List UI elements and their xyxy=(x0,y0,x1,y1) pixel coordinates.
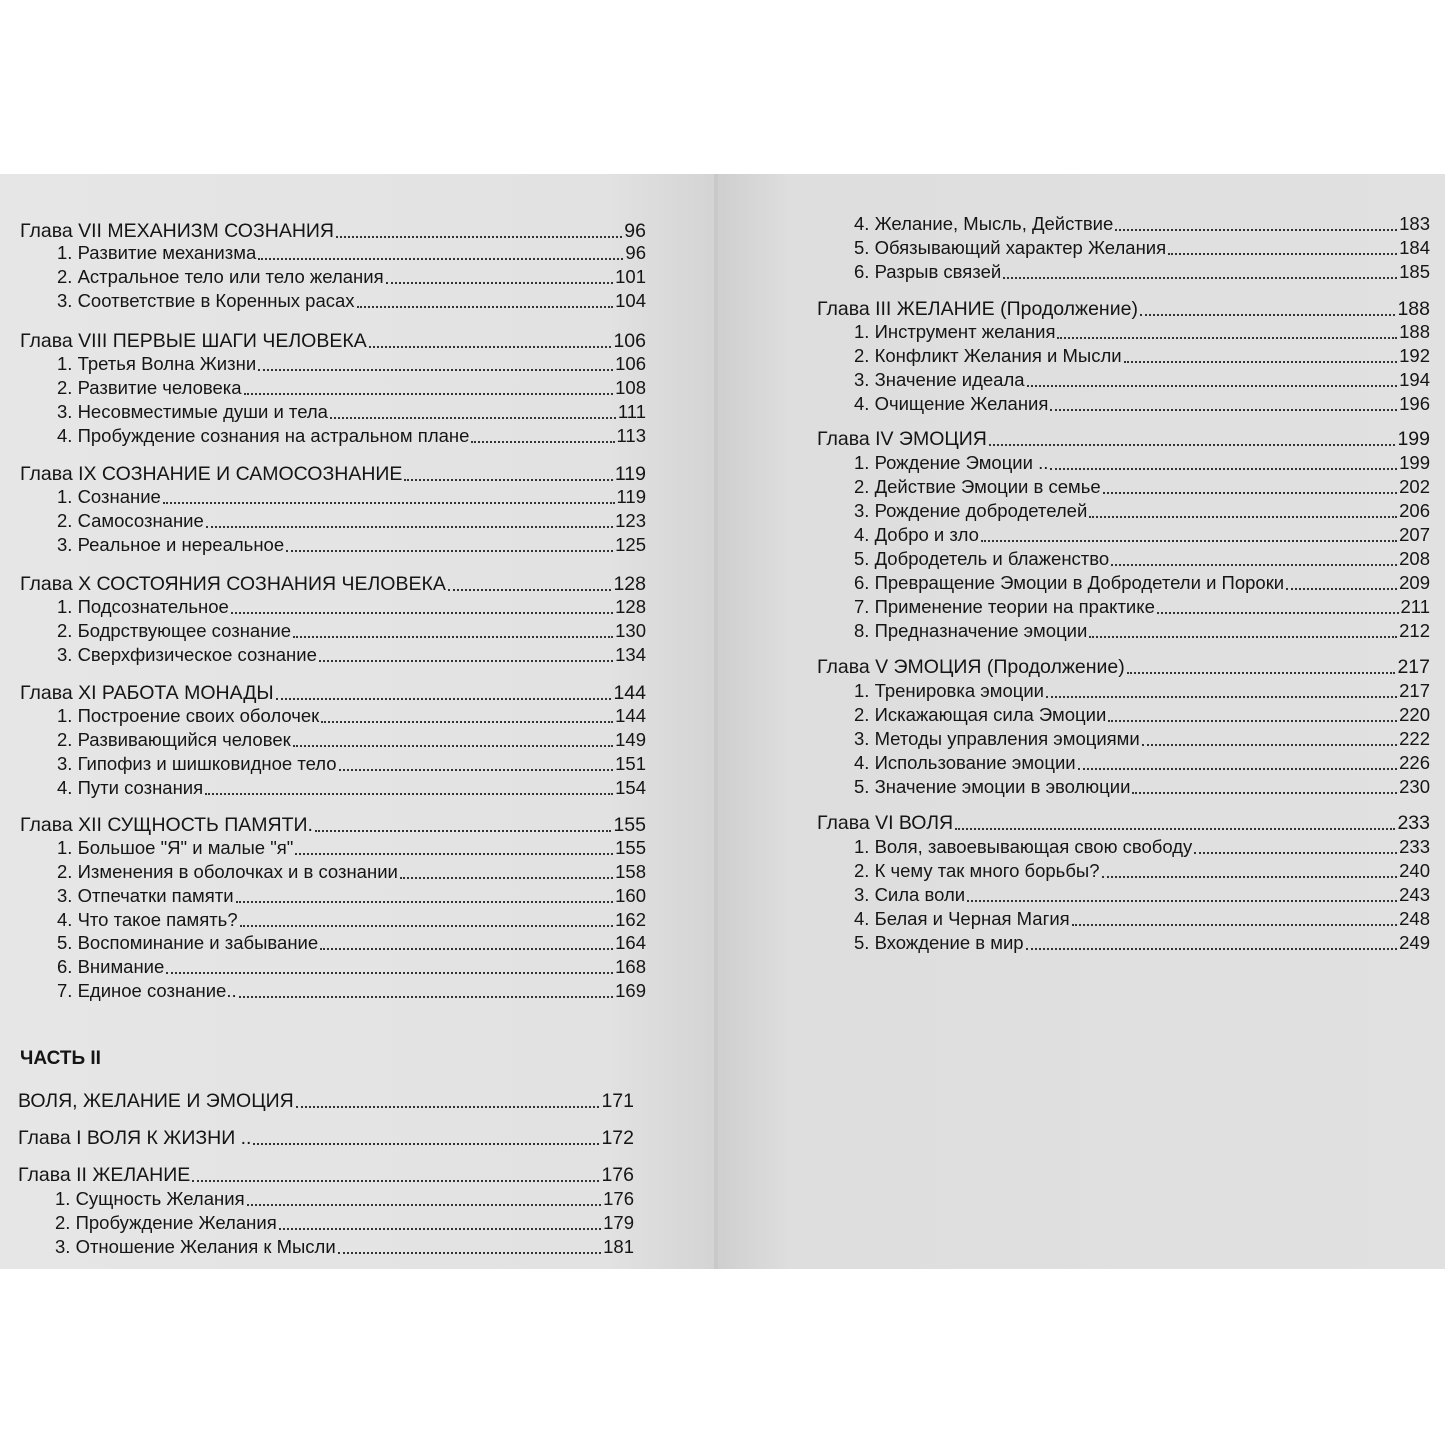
toc-section-entry xyxy=(57,907,646,931)
toc-section-entry xyxy=(57,883,646,907)
toc-section-entry xyxy=(854,391,1430,415)
toc-dot-leader xyxy=(448,589,612,591)
toc-dot-leader xyxy=(319,660,613,662)
toc-dot-leader xyxy=(1026,948,1398,950)
toc-entry-page: 164 xyxy=(615,932,646,953)
toc-dot-leader xyxy=(295,853,613,855)
toc-dot-leader xyxy=(1089,636,1397,638)
toc-entry-page: 194 xyxy=(1399,369,1430,390)
toc-entry-title: 1. Развитие механизма xyxy=(57,242,257,263)
toc-section-entry xyxy=(57,978,646,1002)
toc-section-entry xyxy=(57,351,646,375)
toc-entry-title: Глава X СОСТОЯНИЯ СОЗНАНИЯ ЧЕЛОВЕКА xyxy=(20,573,446,595)
toc-entry-title: 3. Методы управления эмоциями xyxy=(854,728,1140,749)
toc-entry-page: 106 xyxy=(615,353,646,374)
toc-entry-title: 3. Сила воли xyxy=(854,884,966,905)
toc-entry-page: 96 xyxy=(624,220,646,242)
toc-entry-title: 1. Подсознательное xyxy=(57,596,229,617)
toc-entry-title: Глава V ЭМОЦИЯ (Продолжение) xyxy=(817,656,1125,678)
toc-section-entry xyxy=(854,750,1430,774)
toc-entry-title: 7. Применение теории на практике xyxy=(854,596,1155,617)
toc-section-entry xyxy=(57,484,646,508)
toc-chapter-entry xyxy=(18,1088,634,1112)
toc-entry-title: 3. Сверхфизическое сознание xyxy=(57,644,317,665)
toc-section-entry xyxy=(57,703,646,727)
toc-chapter-entry xyxy=(20,571,646,595)
toc-dot-leader xyxy=(244,393,614,395)
toc-entry-title: Глава IV ЭМОЦИЯ xyxy=(817,428,987,450)
toc-dot-leader xyxy=(1142,744,1397,746)
toc-entry-page: 119 xyxy=(616,486,646,507)
toc-entry-title: 6. Превращение Эмоции в Добродетели и Пороки xyxy=(854,572,1285,593)
toc-entry-title: 3. Отношение Желания к Мысли xyxy=(55,1236,336,1257)
toc-entry-page: 209 xyxy=(1399,572,1430,593)
toc-entry-page: 169 xyxy=(615,980,646,1001)
toc-chapter-entry xyxy=(817,654,1430,678)
toc-entry-title: 2. Действие Эмоции в семье xyxy=(854,476,1101,497)
toc-dot-leader xyxy=(253,1143,599,1145)
toc-section-entry xyxy=(57,399,646,423)
toc-section-entry xyxy=(57,508,646,532)
toc-dot-leader xyxy=(1127,672,1396,674)
toc-entry-title: ВОЛЯ, ЖЕЛАНИЕ И ЭМОЦИЯ xyxy=(18,1090,294,1112)
toc-section-entry xyxy=(854,319,1430,343)
toc-entry-page: 230 xyxy=(1399,776,1430,797)
toc-entry-title: 2. Развитие человека xyxy=(57,377,242,398)
toc-section-entry xyxy=(57,954,646,978)
toc-entry-page: 226 xyxy=(1399,752,1430,773)
toc-entry-page: 188 xyxy=(1399,321,1430,342)
toc-entry-page: 248 xyxy=(1399,908,1430,929)
toc-section-entry xyxy=(854,570,1430,594)
toc-dot-leader xyxy=(1089,516,1397,518)
toc-section-entry xyxy=(854,474,1430,498)
toc-entry-page: 217 xyxy=(1397,656,1430,678)
toc-dot-leader xyxy=(386,282,614,284)
toc-entry-page: 211 xyxy=(1400,596,1430,617)
toc-entry-title: Глава VIII ПЕРВЫЕ ШАГИ ЧЕЛОВЕКА xyxy=(20,330,367,352)
toc-dot-leader xyxy=(236,901,614,903)
toc-entry-page: 233 xyxy=(1397,812,1430,834)
toc-dot-leader xyxy=(1124,361,1398,363)
toc-chapter-entry xyxy=(20,461,646,485)
toc-entry-page: 196 xyxy=(1399,393,1430,414)
toc-dot-leader xyxy=(1140,314,1396,316)
toc-entry-title: 5. Добродетель и блаженство xyxy=(854,548,1110,569)
toc-section-entry xyxy=(854,211,1430,235)
toc-dot-leader xyxy=(293,745,613,747)
toc-dot-leader xyxy=(247,1204,602,1206)
toc-dot-leader xyxy=(1157,612,1399,614)
toc-section-entry xyxy=(57,859,646,883)
toc-section-entry xyxy=(854,594,1430,618)
toc-dot-leader xyxy=(1132,792,1397,794)
toc-entry-title: 3. Соответствие в Коренных расах xyxy=(57,290,355,311)
toc-dot-leader xyxy=(1027,385,1398,387)
toc-entry-page: 134 xyxy=(615,644,646,665)
toc-dot-leader xyxy=(1115,229,1397,231)
toc-dot-leader xyxy=(293,636,613,638)
toc-entry-page: 206 xyxy=(1399,500,1430,521)
toc-dot-leader xyxy=(163,502,615,504)
toc-dot-leader xyxy=(1050,409,1397,411)
toc-section-entry xyxy=(854,906,1430,930)
toc-section-entry xyxy=(57,775,646,799)
toc-section-entry xyxy=(57,423,646,447)
toc-entry-title: 3. Реальное и нереальное xyxy=(57,534,285,555)
toc-entry-page: 179 xyxy=(603,1212,634,1233)
toc-entry-page: 155 xyxy=(615,837,646,858)
toc-entry-page: 171 xyxy=(601,1090,634,1112)
toc-entry-page: 111 xyxy=(617,401,646,422)
toc-entry-page: 184 xyxy=(1399,237,1430,258)
toc-entry-title: 3. Отпечатки памяти xyxy=(57,885,234,906)
toc-chapter-entry xyxy=(18,1162,634,1186)
toc-entry-title: 2. Самосознание xyxy=(57,510,204,531)
toc-dot-leader xyxy=(981,540,1397,542)
toc-entry-title: 3. Гипофиз и шишковидное тело xyxy=(57,753,337,774)
toc-entry-page: 176 xyxy=(601,1164,634,1186)
toc-entry-title: 5. Вхождение в мир xyxy=(854,932,1024,953)
toc-entry-title: 2. Развивающийся человек xyxy=(57,729,291,750)
toc-entry-page: 220 xyxy=(1399,704,1430,725)
toc-dot-leader xyxy=(471,441,614,443)
toc-dot-leader xyxy=(1168,253,1397,255)
toc-entry-page: 162 xyxy=(615,909,646,930)
toc-entry-page: 149 xyxy=(615,729,646,750)
toc-dot-leader xyxy=(231,612,613,614)
toc-entry-title: 5. Значение эмоции в эволюции xyxy=(854,776,1131,797)
toc-section-entry xyxy=(854,702,1430,726)
toc-section-entry xyxy=(854,858,1430,882)
toc-dot-leader xyxy=(321,721,613,723)
toc-entry-title: 2. К чему так много борьбы? xyxy=(854,860,1100,881)
toc-entry-title: 4. Использование эмоции xyxy=(854,752,1076,773)
toc-entry-page: 128 xyxy=(613,573,646,595)
toc-entry-title: Глава XI РАБОТА МОНАДЫ xyxy=(20,682,274,704)
toc-chapter-entry xyxy=(20,328,646,352)
toc-entry-page: 158 xyxy=(615,861,646,882)
toc-entry-page: 168 xyxy=(615,956,646,977)
toc-chapter-entry xyxy=(817,810,1430,834)
toc-dot-leader xyxy=(1078,768,1398,770)
toc-entry-page: 108 xyxy=(615,377,646,398)
toc-dot-leader xyxy=(1103,492,1397,494)
toc-entry-title: Глава VII МЕХАНИЗМ СОЗНАНИЯ xyxy=(20,220,335,242)
toc-dot-leader xyxy=(1057,337,1397,339)
toc-section-entry xyxy=(57,240,646,264)
toc-dot-leader xyxy=(1072,924,1397,926)
toc-entry-page: 144 xyxy=(613,682,646,704)
toc-dot-leader xyxy=(239,996,614,998)
toc-entry-page: 249 xyxy=(1399,932,1430,953)
toc-dot-leader xyxy=(1194,852,1397,854)
toc-dot-leader xyxy=(330,417,616,419)
toc-entry-page: 222 xyxy=(1399,728,1430,749)
toc-entry-page: 125 xyxy=(615,534,646,555)
toc-entry-title: 4. Желание, Мысль, Действие xyxy=(854,213,1114,234)
toc-dot-leader xyxy=(1102,876,1398,878)
toc-entry-title: 1. Тренировка эмоции xyxy=(854,680,1045,701)
toc-entry-page: 207 xyxy=(1399,524,1430,545)
toc-entry-page: 176 xyxy=(603,1188,634,1209)
toc-dot-leader xyxy=(1108,720,1397,722)
toc-entry-page: 160 xyxy=(615,885,646,906)
toc-entry-title: Глава XII СУЩНОСТЬ ПАМЯТИ. xyxy=(20,814,313,836)
toc-dot-leader xyxy=(404,479,612,481)
toc-dot-leader xyxy=(258,258,623,260)
toc-section-entry xyxy=(854,678,1430,702)
toc-entry-page: 217 xyxy=(1399,680,1430,701)
toc-entry-title: Глава III ЖЕЛАНИЕ (Продолжение) xyxy=(817,298,1138,320)
toc-entry-title: 4. Белая и Черная Магия xyxy=(854,908,1070,929)
toc-entry-page: 128 xyxy=(615,596,646,617)
toc-dot-leader xyxy=(400,877,613,879)
toc-entry-title: 5. Обязывающий характер Желания xyxy=(854,237,1167,258)
toc-entry-page: 96 xyxy=(625,242,646,263)
toc-entry-page: 104 xyxy=(615,290,646,311)
toc-section-entry xyxy=(854,450,1430,474)
toc-dot-leader xyxy=(1111,564,1397,566)
toc-entry-title: 1. Инструмент желания xyxy=(854,321,1056,342)
toc-entry-title: 1. Воля, завоевывающая свою свободу xyxy=(854,836,1193,857)
toc-entry-title: 4. Пробуждение сознания на астральном плане xyxy=(57,425,470,446)
toc-entry-page: 119 xyxy=(614,463,646,485)
toc-section-entry xyxy=(57,930,646,954)
toc-section-entry xyxy=(854,367,1430,391)
toc-entry-page: 106 xyxy=(613,330,646,352)
toc-dot-leader xyxy=(206,526,613,528)
toc-dot-leader xyxy=(1046,696,1397,698)
toc-entry-title: 1. Сущность Желания xyxy=(55,1188,245,1209)
toc-section-entry xyxy=(57,264,646,288)
toc-section-entry xyxy=(854,546,1430,570)
toc-entry-title: 2. Изменения в оболочках и в сознании xyxy=(57,861,398,882)
toc-entry-title: 4. Пути сознания xyxy=(57,777,204,798)
toc-section-entry xyxy=(57,594,646,618)
toc-dot-leader xyxy=(166,972,613,974)
toc-dot-leader xyxy=(258,369,613,371)
toc-entry-title: 2. Искажающая сила Эмоции xyxy=(854,704,1107,725)
toc-entry-page: 183 xyxy=(1399,213,1430,234)
toc-entry-title: 2. Астральное тело или тело желания xyxy=(57,266,384,287)
toc-chapter-entry xyxy=(817,426,1430,450)
toc-dot-leader xyxy=(1286,588,1397,590)
toc-entry-page: 243 xyxy=(1399,884,1430,905)
toc-section-entry xyxy=(57,532,646,556)
toc-entry-page: 199 xyxy=(1397,428,1430,450)
toc-entry-page: 212 xyxy=(1399,620,1430,641)
toc-entry-title: 4. Очищение Желания xyxy=(854,393,1049,414)
toc-section-entry xyxy=(854,343,1430,367)
toc-entry-page: 208 xyxy=(1399,548,1430,569)
toc-dot-leader xyxy=(192,1180,599,1182)
toc-section-entry xyxy=(854,930,1430,954)
toc-entry-title: 1. Сознание xyxy=(57,486,161,507)
toc-section-entry xyxy=(854,522,1430,546)
toc-dot-leader xyxy=(1003,277,1397,279)
toc-entry-page: 240 xyxy=(1399,860,1430,881)
toc-entry-title: 4. Что такое память? xyxy=(57,909,238,930)
toc-entry-title: Глава II ЖЕЛАНИЕ xyxy=(18,1164,191,1186)
toc-section-entry xyxy=(55,1210,634,1234)
toc-entry-title: 7. Единое сознание.. xyxy=(57,980,237,1001)
toc-entry-page: 101 xyxy=(615,266,646,287)
toc-dot-leader xyxy=(315,830,611,832)
toc-dot-leader xyxy=(336,236,622,238)
toc-entry-title: Глава IX СОЗНАНИЕ И САМОСОЗНАНИЕ xyxy=(20,463,403,485)
toc-entry-title: 8. Предназначение эмоции xyxy=(854,620,1088,641)
toc-section-entry xyxy=(57,751,646,775)
toc-entry-title: 1. Рождение Эмоции .. xyxy=(854,452,1049,473)
toc-dot-leader xyxy=(279,1228,601,1230)
toc-entry-title: Глава I ВОЛЯ К ЖИЗНИ .. xyxy=(18,1127,252,1149)
toc-section-entry xyxy=(57,727,646,751)
toc-entry-page: 192 xyxy=(1399,345,1430,366)
toc-dot-leader xyxy=(357,306,614,308)
toc-entry-title: 4. Добро и зло xyxy=(854,524,979,545)
toc-entry-page: 130 xyxy=(615,620,646,641)
toc-entry-title: 2. Бодрствующее сознание xyxy=(57,620,292,641)
toc-section-entry xyxy=(57,835,646,859)
toc-dot-leader xyxy=(205,793,613,795)
toc-section-entry xyxy=(57,288,646,312)
toc-dot-leader xyxy=(338,1252,601,1254)
toc-entry-title: 3. Рождение добродетелей xyxy=(854,500,1088,521)
toc-dot-leader xyxy=(955,828,1395,830)
toc-section-entry xyxy=(854,235,1430,259)
toc-section-entry xyxy=(854,726,1430,750)
toc-entry-title: 1. Большое "Я" и малые "я" xyxy=(57,837,294,858)
toc-section-entry xyxy=(854,774,1430,798)
toc-chapter-entry xyxy=(20,812,646,836)
toc-chapter-entry xyxy=(20,680,646,704)
toc-entry-page: 188 xyxy=(1397,298,1430,320)
toc-entry-page: 185 xyxy=(1399,261,1430,282)
toc-entry-page: 172 xyxy=(601,1127,634,1149)
toc-dot-leader xyxy=(240,925,614,927)
toc-entry-page: 154 xyxy=(615,777,646,798)
toc-section-entry xyxy=(57,618,646,642)
toc-dot-leader xyxy=(286,550,613,552)
toc-section-entry xyxy=(57,375,646,399)
toc-entry-page: 123 xyxy=(615,510,646,531)
toc-section-entry xyxy=(55,1186,634,1210)
toc-chapter-entry xyxy=(20,218,646,242)
toc-section-entry xyxy=(57,642,646,666)
toc-section-entry xyxy=(854,834,1430,858)
toc-section-entry xyxy=(854,618,1430,642)
toc-entry-page: 151 xyxy=(615,753,646,774)
toc-dot-leader xyxy=(967,900,1397,902)
toc-section-entry xyxy=(854,498,1430,522)
toc-dot-leader xyxy=(296,1106,600,1108)
toc-entry-title: 6. Разрыв связей xyxy=(854,261,1002,282)
toc-entry-title: 1. Построение своих оболочек xyxy=(57,705,320,726)
toc-entry-page: 202 xyxy=(1399,476,1430,497)
toc-entry-page: 144 xyxy=(615,705,646,726)
toc-entry-title: Глава VI ВОЛЯ xyxy=(817,812,954,834)
toc-chapter-entry xyxy=(817,296,1430,320)
toc-entry-title: 3. Значение идеала xyxy=(854,369,1025,390)
toc-entry-title: 6. Внимание xyxy=(57,956,165,977)
toc-entry-page: 181 xyxy=(603,1236,634,1257)
toc-dot-leader xyxy=(276,698,612,700)
toc-section-entry xyxy=(55,1234,634,1258)
toc-entry-title: 1. Третья Волна Жизни xyxy=(57,353,257,374)
toc-entry-title: 3. Несовместимые души и тела xyxy=(57,401,328,422)
toc-dot-leader xyxy=(339,769,614,771)
toc-section-entry xyxy=(854,259,1430,283)
toc-dot-leader xyxy=(1050,468,1397,470)
toc-dot-leader xyxy=(320,948,613,950)
toc-chapter-entry xyxy=(18,1125,634,1149)
toc-entry-title: 2. Пробуждение Желания xyxy=(55,1212,277,1233)
toc-entry-title: 2. Конфликт Желания и Мысли xyxy=(854,345,1122,366)
toc-entry-page: 199 xyxy=(1399,452,1430,473)
toc-entry-page: 113 xyxy=(616,425,646,446)
toc-entry-page: 233 xyxy=(1399,836,1430,857)
toc-entry-title: 5. Воспоминание и забывание xyxy=(57,932,319,953)
toc-section-entry xyxy=(854,882,1430,906)
part-title: ЧАСТЬ II xyxy=(20,1048,101,1069)
toc-dot-leader xyxy=(989,444,1396,446)
toc-entry-page: 155 xyxy=(613,814,646,836)
toc-dot-leader xyxy=(369,346,612,348)
